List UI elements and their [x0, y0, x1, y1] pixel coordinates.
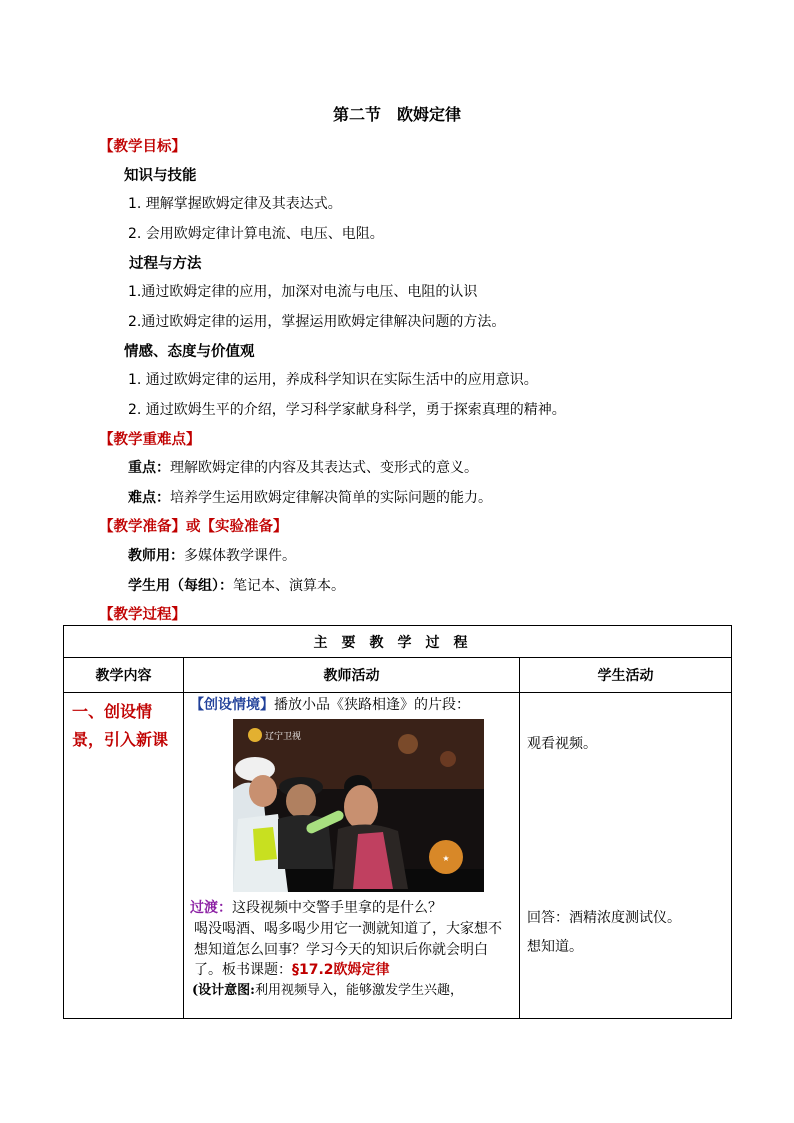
transition-text: 这段视频中交警手里拿的是什么？	[232, 900, 442, 916]
attitude-item-1: 1. 通过欧姆定律的运用，养成科学知识在实际生活中的应用意识。	[128, 372, 538, 388]
video-clip-image	[233, 719, 484, 892]
process-item-2: 2.通过欧姆定律的运用，掌握运用欧姆定律解决问题的方法。	[128, 314, 506, 330]
student-prep-label: 学生用（每组）：	[128, 578, 233, 594]
scenario-intro: 播放小品《狭路相逢》的片段：	[274, 697, 470, 713]
focus-text: 理解欧姆定律的内容及其表达式、变形式的意义。	[170, 460, 478, 476]
column-header-student: 学生活动	[520, 658, 732, 693]
page-title: 第二节 欧姆定律	[332, 105, 461, 124]
table-row	[64, 693, 732, 1019]
student-activity-cell	[520, 693, 732, 1019]
column-header-content: 教学内容	[64, 658, 184, 693]
focus-line	[128, 457, 478, 477]
knowledge-item-1: 1. 理解掌握欧姆定律及其表达式。	[128, 196, 342, 212]
video-scene	[233, 719, 484, 892]
section-heading-preparation	[99, 515, 288, 536]
teacher-prep-label: 教师用：	[128, 548, 184, 564]
process-item-1: 1.通过欧姆定律的应用，加深对电流与电压、电阻的认识	[128, 284, 478, 300]
section-heading-objectives: 【教学目标】	[99, 139, 186, 155]
scenario-tag: 【创设情境】	[190, 697, 274, 713]
teacher-body-text: 喝没喝酒、喝多喝少用它一测就知道了，大家想不想知道怎么回事？学习今天的知识后你就会明白了。板书课题：	[194, 921, 502, 978]
student-activity-3: 想知道。	[527, 939, 583, 955]
video-logo-text: 辽宁卫视	[265, 732, 302, 742]
difficulty-label: 难点：	[128, 490, 170, 506]
content-cell	[64, 693, 184, 1019]
section-heading-key-points: 【教学重难点】	[99, 432, 201, 448]
student-activity-2: 回答：酒精浓度测试仪。	[527, 910, 681, 926]
preparation-connector: 或	[186, 519, 201, 535]
student-prep-line	[128, 575, 345, 595]
difficulty-line	[128, 487, 492, 507]
teacher-prep-line	[128, 545, 296, 565]
lesson-topic: §17.2欧姆定律	[292, 962, 390, 978]
transition-label: 过渡：	[190, 900, 232, 916]
attitude-item-2: 2. 通过欧姆生平的介绍，学习科学家献身科学，勇于探索真理的精神。	[128, 402, 566, 418]
difficulty-text: 培养学生运用欧姆定律解决简单的实际问题的能力。	[170, 490, 492, 506]
focus-label: 重点：	[128, 460, 170, 476]
knowledge-item-2: 2. 会用欧姆定律计算电流、电压、电阻。	[128, 226, 384, 242]
design-intent-label: (设计意图:	[192, 982, 255, 998]
preparation-heading-b: 【实验准备】	[200, 519, 288, 535]
design-intent-text: 利用视频导入，能够激发学生兴趣，	[254, 982, 463, 998]
teacher-prep-text: 多媒体教学课件。	[184, 548, 296, 564]
svg-text:★: ★	[442, 854, 450, 863]
preparation-heading-a: 【教学准备】	[99, 519, 186, 535]
student-activity-1: 观看视频。	[527, 736, 597, 752]
teaching-process-table	[63, 625, 732, 1019]
content-stage-label: 一、创设情景，引入新课	[72, 702, 169, 749]
section-heading-process: 【教学过程】	[99, 607, 186, 623]
table-main-header: 主要教学过程	[64, 626, 732, 658]
student-prep-text: 笔记本、演算本。	[233, 578, 345, 594]
subheading-attitude: 情感、态度与价值观	[124, 344, 255, 360]
subheading-process: 过程与方法	[129, 256, 202, 272]
subheading-knowledge: 知识与技能	[124, 168, 197, 184]
teacher-activity-cell	[184, 693, 520, 1019]
column-header-teacher: 教师活动	[184, 658, 520, 693]
